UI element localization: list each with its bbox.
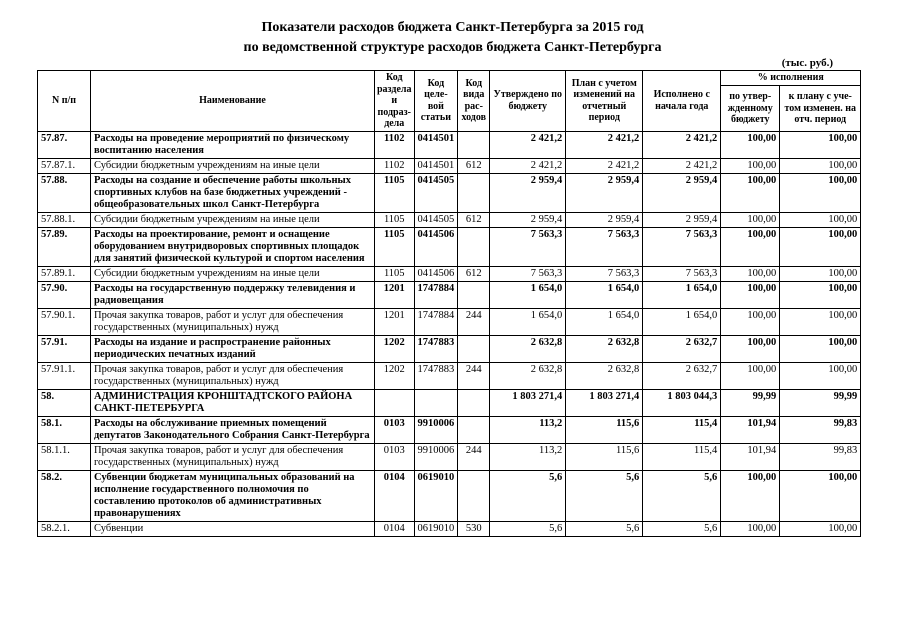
cell-num: 58.2.1. (38, 521, 91, 536)
cell-section: 0103 (375, 443, 415, 470)
cell-pct-approved: 100,00 (721, 335, 780, 362)
cell-type (458, 389, 490, 416)
cell-approved: 2 632,8 (490, 335, 566, 362)
header-section: Код раздела и подраз-дела (375, 71, 415, 132)
cell-type: 612 (458, 212, 490, 227)
units-note: (тыс. руб.) (781, 57, 833, 69)
cell-target: 9910006 (414, 443, 458, 470)
cell-approved: 2 959,4 (490, 173, 566, 212)
cell-approved: 1 654,0 (490, 308, 566, 335)
header-num: N п/п (38, 71, 91, 132)
table-row (38, 158, 861, 173)
cell-pct-approved: 101,94 (721, 416, 780, 443)
cell-approved: 5,6 (490, 470, 566, 521)
header-approved: Утверждено по бюджету (490, 71, 566, 132)
cell-plan: 7 563,3 (566, 266, 643, 281)
cell-num: 58.1. (38, 416, 91, 443)
cell-executed: 2 421,2 (643, 131, 721, 158)
cell-pct-approved: 100,00 (721, 362, 780, 389)
table-row (38, 389, 861, 416)
cell-pct-approved: 99,99 (721, 389, 780, 416)
cell-pct-plan: 100,00 (780, 335, 861, 362)
cell-pct-plan: 100,00 (780, 212, 861, 227)
cell-name: Расходы на проектирование, ремонт и оснащение оборудованием внутридворовых спортивных площадок для занятий физической культурой и спортом населения (91, 227, 375, 266)
cell-target (414, 389, 458, 416)
cell-num: 57.89.1. (38, 266, 91, 281)
document-subtitle: по ведомственной структуре расходов бюджета Санкт-Петербурга (243, 40, 662, 55)
cell-approved: 7 563,3 (490, 266, 566, 281)
cell-type: 612 (458, 158, 490, 173)
cell-executed: 2 421,2 (643, 158, 721, 173)
cell-approved: 1 803 271,4 (490, 389, 566, 416)
table-row (38, 443, 861, 470)
cell-plan: 1 654,0 (566, 281, 643, 308)
cell-executed: 2 959,4 (643, 212, 721, 227)
table-row (38, 335, 861, 362)
cell-name: Прочая закупка товаров, работ и услуг для обеспечения государственных (муниципальных) нужд (91, 362, 375, 389)
cell-type: 612 (458, 266, 490, 281)
cell-name: Расходы на создание и обеспечение работы школьных спортивных клубов на базе бюджетных учреждений - общеобразовательных школ Санкт-Петербурга (91, 173, 375, 212)
cell-type: 244 (458, 308, 490, 335)
cell-approved: 2 632,8 (490, 362, 566, 389)
document-title: Показатели расходов бюджета Санкт-Петербурга за 2015 год (261, 20, 644, 35)
cell-plan: 7 563,3 (566, 227, 643, 266)
cell-name: Субсидии бюджетным учреждениям на иные цели (91, 158, 375, 173)
cell-section: 0104 (375, 470, 415, 521)
header-name: Наименование (91, 71, 375, 132)
cell-pct-approved: 100,00 (721, 521, 780, 536)
cell-plan: 5,6 (566, 470, 643, 521)
cell-pct-plan: 100,00 (780, 227, 861, 266)
cell-executed: 115,4 (643, 416, 721, 443)
header-type: Код вида рас-ходов (458, 71, 490, 132)
cell-target: 1747884 (414, 281, 458, 308)
cell-name: Субсидии бюджетным учреждениям на иные цели (91, 266, 375, 281)
cell-name: Расходы на обслуживание приемных помещений депутатов Законодательного Собрания Санкт-Петербурга (91, 416, 375, 443)
cell-pct-plan: 100,00 (780, 521, 861, 536)
header-plan: План с учетом изменений на отчетный период (566, 71, 643, 132)
cell-pct-plan: 99,83 (780, 416, 861, 443)
cell-num: 58. (38, 389, 91, 416)
table-row (38, 362, 861, 389)
cell-type (458, 335, 490, 362)
cell-pct-approved: 100,00 (721, 173, 780, 212)
cell-section: 1202 (375, 335, 415, 362)
table-row (38, 308, 861, 335)
cell-approved: 2 421,2 (490, 131, 566, 158)
cell-target: 0414501 (414, 158, 458, 173)
cell-target: 0414505 (414, 173, 458, 212)
cell-type (458, 131, 490, 158)
cell-type (458, 470, 490, 521)
cell-name: Субвенции бюджетам муниципальных образований на исполнение государственного полномочия по составлению протоколов об административных правонарушениях (91, 470, 375, 521)
cell-type (458, 173, 490, 212)
cell-plan: 5,6 (566, 521, 643, 536)
cell-target: 0414506 (414, 266, 458, 281)
table-row (38, 131, 861, 158)
cell-num: 57.88.1. (38, 212, 91, 227)
cell-pct-approved: 100,00 (721, 158, 780, 173)
cell-approved: 2 959,4 (490, 212, 566, 227)
cell-target: 0619010 (414, 470, 458, 521)
cell-pct-approved: 100,00 (721, 281, 780, 308)
cell-pct-approved: 100,00 (721, 227, 780, 266)
table-row (38, 227, 861, 266)
cell-section: 1105 (375, 212, 415, 227)
cell-target: 0414505 (414, 212, 458, 227)
cell-name: Субсидии бюджетным учреждениям на иные цели (91, 212, 375, 227)
cell-target: 0414506 (414, 227, 458, 266)
cell-name: Расходы на издание и распространение районных периодических печатных изданий (91, 335, 375, 362)
cell-section: 1102 (375, 158, 415, 173)
cell-num: 58.2. (38, 470, 91, 521)
cell-num: 57.90. (38, 281, 91, 308)
cell-plan: 2 421,2 (566, 131, 643, 158)
cell-executed: 5,6 (643, 470, 721, 521)
cell-executed: 1 803 044,3 (643, 389, 721, 416)
table-row (38, 416, 861, 443)
cell-num: 57.87. (38, 131, 91, 158)
cell-name: Субвенции (91, 521, 375, 536)
cell-section: 1201 (375, 308, 415, 335)
cell-executed: 2 632,7 (643, 335, 721, 362)
cell-target: 1747883 (414, 335, 458, 362)
header-executed: Исполнено с начала года (643, 71, 721, 132)
cell-section: 1102 (375, 131, 415, 158)
cell-plan: 115,6 (566, 443, 643, 470)
cell-pct-plan: 100,00 (780, 281, 861, 308)
cell-target: 0619010 (414, 521, 458, 536)
cell-plan: 2 632,8 (566, 362, 643, 389)
cell-section: 0103 (375, 416, 415, 443)
table-row (38, 173, 861, 212)
cell-num: 58.1.1. (38, 443, 91, 470)
cell-plan: 1 654,0 (566, 308, 643, 335)
cell-type (458, 281, 490, 308)
table-row (38, 521, 861, 536)
cell-name: Прочая закупка товаров, работ и услуг для обеспечения государственных (муниципальных) нужд (91, 443, 375, 470)
cell-section: 1105 (375, 227, 415, 266)
cell-type: 244 (458, 362, 490, 389)
cell-pct-approved: 100,00 (721, 131, 780, 158)
table-row (38, 281, 861, 308)
cell-pct-plan: 100,00 (780, 470, 861, 521)
cell-type (458, 227, 490, 266)
cell-plan: 2 421,2 (566, 158, 643, 173)
cell-executed: 7 563,3 (643, 227, 721, 266)
cell-executed: 115,4 (643, 443, 721, 470)
cell-pct-plan: 99,99 (780, 389, 861, 416)
cell-type: 244 (458, 443, 490, 470)
cell-executed: 7 563,3 (643, 266, 721, 281)
cell-section: 1202 (375, 362, 415, 389)
cell-pct-plan: 100,00 (780, 308, 861, 335)
cell-section: 1105 (375, 173, 415, 212)
cell-approved: 113,2 (490, 416, 566, 443)
cell-executed: 2 632,7 (643, 362, 721, 389)
cell-num: 57.89. (38, 227, 91, 266)
cell-name: Расходы на государственную поддержку телевидения и радиовещания (91, 281, 375, 308)
cell-section: 1105 (375, 266, 415, 281)
cell-pct-plan: 100,00 (780, 131, 861, 158)
cell-plan: 2 959,4 (566, 212, 643, 227)
cell-name: АДМИНИСТРАЦИЯ КРОНШТАДТСКОГО РАЙОНА САНКТ-ПЕТЕРБУРГА (91, 389, 375, 416)
cell-plan: 115,6 (566, 416, 643, 443)
cell-target: 9910006 (414, 416, 458, 443)
cell-executed: 1 654,0 (643, 281, 721, 308)
budget-table (37, 70, 861, 537)
cell-num: 57.90.1. (38, 308, 91, 335)
cell-num: 57.87.1. (38, 158, 91, 173)
cell-type: 530 (458, 521, 490, 536)
cell-executed: 1 654,0 (643, 308, 721, 335)
cell-section: 0104 (375, 521, 415, 536)
cell-approved: 7 563,3 (490, 227, 566, 266)
cell-target: 1747884 (414, 308, 458, 335)
cell-target: 1747883 (414, 362, 458, 389)
cell-pct-plan: 99,83 (780, 443, 861, 470)
cell-pct-approved: 100,00 (721, 470, 780, 521)
cell-num: 57.91. (38, 335, 91, 362)
cell-plan: 2 959,4 (566, 173, 643, 212)
table-row (38, 212, 861, 227)
cell-name: Расходы на проведение мероприятий по физическому воспитанию населения (91, 131, 375, 158)
cell-executed: 2 959,4 (643, 173, 721, 212)
cell-pct-approved: 100,00 (721, 308, 780, 335)
cell-pct-plan: 100,00 (780, 266, 861, 281)
cell-approved: 1 654,0 (490, 281, 566, 308)
cell-num: 57.91.1. (38, 362, 91, 389)
table-row (38, 266, 861, 281)
cell-pct-plan: 100,00 (780, 173, 861, 212)
header-pct-plan: к плану с уче-том изменен. на отч. период (780, 86, 861, 131)
header-pct-approved: по утвер-жденному бюджету (721, 86, 780, 131)
cell-pct-plan: 100,00 (780, 362, 861, 389)
cell-section (375, 389, 415, 416)
table-body (38, 131, 861, 536)
header-pct-group: % исполнения (721, 71, 861, 86)
cell-pct-approved: 101,94 (721, 443, 780, 470)
cell-approved: 2 421,2 (490, 158, 566, 173)
cell-target: 0414501 (414, 131, 458, 158)
header-target: Код целе-вой статьи (414, 71, 458, 132)
cell-pct-approved: 100,00 (721, 266, 780, 281)
cell-approved: 5,6 (490, 521, 566, 536)
cell-name: Прочая закупка товаров, работ и услуг для обеспечения государственных (муниципальных) нужд (91, 308, 375, 335)
cell-plan: 1 803 271,4 (566, 389, 643, 416)
cell-pct-approved: 100,00 (721, 212, 780, 227)
cell-pct-plan: 100,00 (780, 158, 861, 173)
cell-section: 1201 (375, 281, 415, 308)
cell-num: 57.88. (38, 173, 91, 212)
cell-type (458, 416, 490, 443)
cell-plan: 2 632,8 (566, 335, 643, 362)
cell-executed: 5,6 (643, 521, 721, 536)
table-row (38, 470, 861, 521)
cell-approved: 113,2 (490, 443, 566, 470)
